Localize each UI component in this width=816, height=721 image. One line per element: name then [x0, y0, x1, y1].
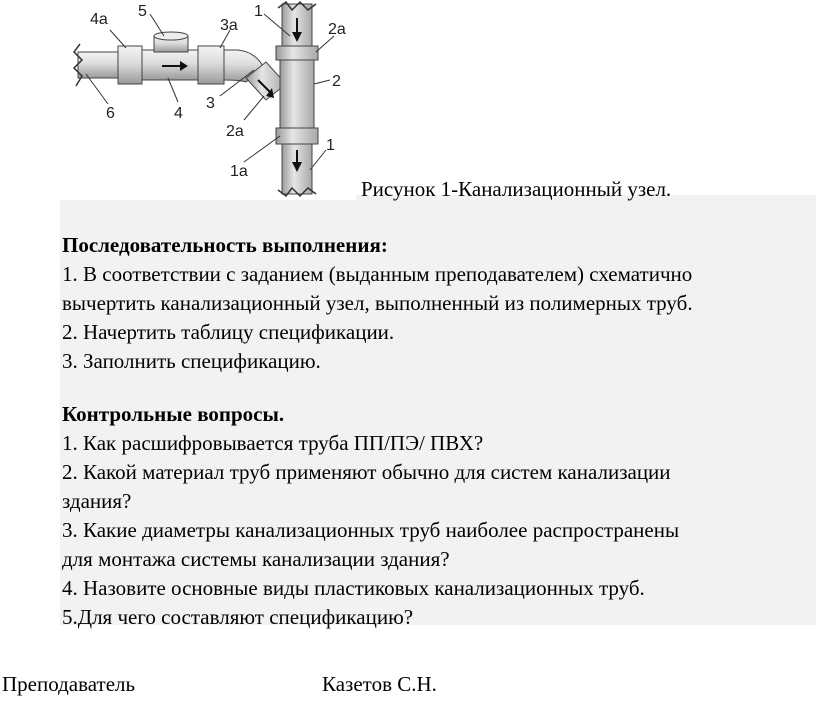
question-line: 1. Как расшифровывается труба ПП/ПЭ/ ПВХ? — [62, 431, 484, 455]
callout-2: 2 — [332, 73, 341, 90]
sequence-line: вычертить канализационный узел, выполненный из полимерных труб. — [62, 291, 693, 315]
plug-top — [154, 32, 188, 40]
socket-1a — [276, 128, 318, 144]
sewer-node-figure — [60, 0, 356, 200]
question-line: для монтажа системы канализации здания? — [62, 547, 450, 571]
callout-2a-right: 2a — [328, 21, 346, 38]
callout-2a-bottom: 2a — [226, 123, 244, 140]
callout-4: 4 — [174, 105, 183, 122]
sequence-heading: Последовательность выполнения: — [62, 233, 388, 257]
socket-3a — [198, 46, 224, 84]
sequence-section — [62, 231, 693, 376]
tee-socket-2a — [276, 46, 318, 60]
callout-3: 3 — [206, 95, 215, 112]
figure-caption: Рисунок 1-Канализационный узел. — [361, 177, 672, 201]
callout-1-top: 1 — [254, 3, 263, 20]
teacher-label: Преподаватель — [2, 672, 136, 696]
question-line: 3. Какие диаметры канализационных труб наиболее распространены — [62, 518, 680, 542]
callout-3a: 3a — [220, 17, 238, 34]
questions-heading: Контрольные вопросы. — [62, 402, 285, 426]
callout-4a: 4a — [90, 11, 108, 28]
callout-6: 6 — [106, 105, 115, 122]
callout-1a: 1a — [230, 163, 248, 180]
sequence-line: 2. Начертить таблицу спецификации. — [62, 320, 395, 344]
socket-4a — [118, 46, 142, 84]
question-line: 5.Для чего составляют спецификацию? — [62, 605, 414, 629]
callout-5: 5 — [138, 3, 147, 20]
sequence-line: 1. В соответствии с заданием (выданным преподавателем) схематично — [62, 262, 693, 286]
callout-1-bottom: 1 — [326, 137, 335, 154]
questions-section — [62, 400, 679, 632]
teacher-name: Казетов С.Н. — [322, 672, 437, 696]
sewer-node-drawing — [60, 0, 356, 200]
question-line: здания? — [62, 489, 132, 513]
question-line: 4. Назовите основные виды пластиковых канализационных труб. — [62, 576, 645, 600]
tee-2 — [280, 60, 314, 130]
question-line: 2. Какой материал труб применяют обычно для систем канализации — [62, 460, 671, 484]
sequence-line: 3. Заполнить спецификацию. — [62, 349, 321, 373]
